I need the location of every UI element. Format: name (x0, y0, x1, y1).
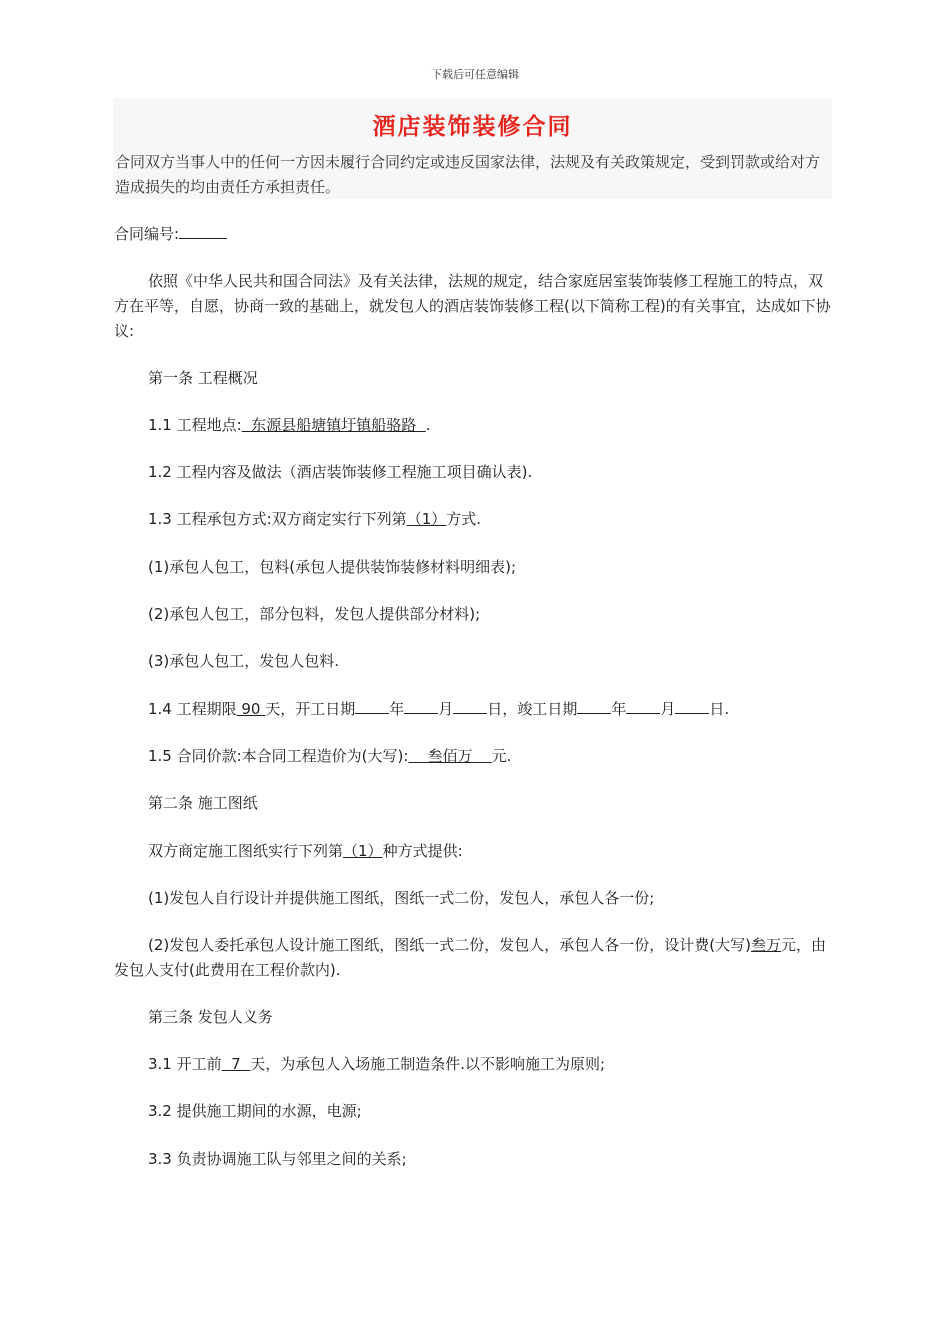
contract-number-blank[interactable] (179, 222, 227, 239)
clause-3-2: 3.2 提供施工期间的水源，电源; (148, 1102, 362, 1120)
prep-days-value: 7 (221, 1055, 251, 1073)
drawing-method-value: （1） (343, 842, 383, 860)
end-year-blank[interactable] (577, 697, 611, 714)
intro-paragraph: 合同双方当事人中的任何一方因未履行合同约定或违反国家法律，法规及有关政策规定，受到罚款或给对方造成损失的均由责任方承担责任。 (115, 153, 821, 196)
contract-price-value: 叁佰万 (408, 747, 492, 765)
duration-value: 90 (236, 700, 266, 718)
end-month-blank[interactable] (626, 697, 660, 714)
design-fee-value: 叁万 (750, 936, 781, 954)
option-2: (2)承包人包工，部分包料，发包人提供部分材料); (148, 605, 481, 623)
title-block (113, 98, 832, 199)
clause-1-5: 1.5 合同价款:本合同工程造价为(大写): 叁佰万 元. (148, 747, 512, 765)
contract-number-label: 合同编号: (114, 225, 180, 243)
article2-heading: 第二条 施工图纸 (148, 794, 258, 812)
preamble-paragraph: 依照《中华人民共和国合同法》及有关法律，法规的规定，结合家庭居室装饰装修工程施工的特点，双方在平等，自愿，协商一致的基础上，就发包人的酒店装饰装修工程(以下简称工程)的有关事宜，达成如下协议: (114, 272, 831, 340)
article3-heading: 第三条 发包人义务 (148, 1008, 273, 1026)
clause-1-4: 1.4 工程期限 90 天，开工日期 年 月 日，竣工日期 年 月 日. (148, 697, 729, 722)
option-3: (3)承包人包工，发包人包料. (148, 652, 340, 670)
end-day-blank[interactable] (675, 697, 709, 714)
clause-1-2: 1.2 工程内容及做法（酒店装饰装修工程施工项目确认表). (148, 463, 533, 481)
clause-3-1: 3.1 开工前 7 天，为承包人入场施工制造条件.以不影响施工为原则; (148, 1055, 606, 1073)
header-note: 下载后可任意编辑 (431, 68, 519, 81)
clause-1-3: 1.3 工程承包方式:双方商定实行下列第（1）方式. (148, 510, 482, 528)
clause-1-1: 1.1 工程地点: 东源县船塘镇圩镇船骆路 . (148, 416, 431, 434)
start-month-blank[interactable] (404, 697, 438, 714)
drawing-option-2: (2)发包人委托承包人设计施工图纸，图纸一式二份，发包人，承包人各一份，设计费(大写)叁万元，由发包人支付(此费用在工程价款内). (114, 936, 826, 979)
article1-heading: 第一条 工程概况 (148, 369, 258, 387)
article2-intro: 双方商定施工图纸实行下列第（1）种方式提供: (148, 842, 463, 860)
option-1: (1)承包人包工，包料(承包人提供装饰装修材料明细表); (148, 558, 517, 576)
contract-method-value: （1） (406, 510, 447, 528)
start-day-blank[interactable] (453, 697, 487, 714)
clause-3-3: 3.3 负责协调施工队与邻里之间的关系; (148, 1150, 407, 1168)
drawing-option-1: (1)发包人自行设计并提供施工图纸，图纸一式二份，发包人，承包人各一份; (148, 889, 655, 907)
start-year-blank[interactable] (355, 697, 389, 714)
project-location-value: 东源县船塘镇圩镇船骆路 (241, 416, 426, 434)
contract-number (114, 222, 227, 247)
document-title: 酒店装饰装修合同 (372, 114, 573, 140)
